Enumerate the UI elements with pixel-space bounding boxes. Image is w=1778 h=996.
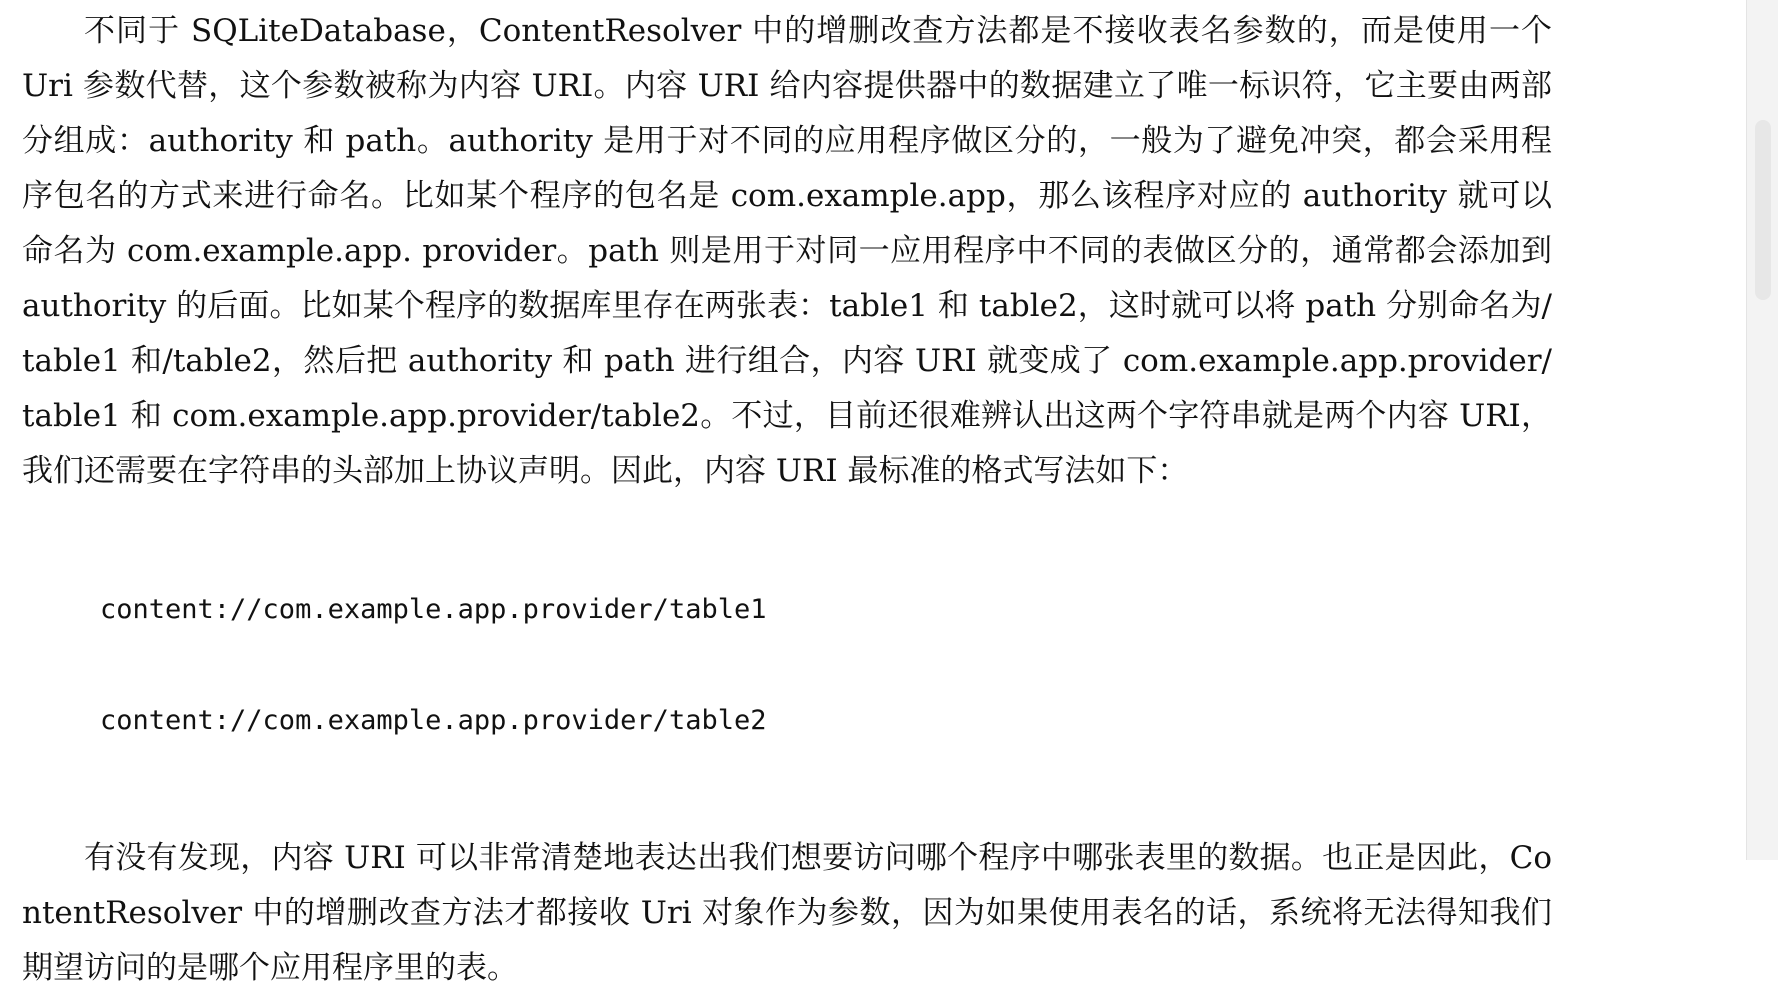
scrollbar-thumb[interactable] xyxy=(1755,120,1771,300)
vertical-scrollbar[interactable] xyxy=(1746,0,1778,860)
document-body xyxy=(22,4,1552,996)
paragraph-uri-benefit: 有没有发现，内容 URI 可以非常清楚地表达出我们想要访问哪个程序中哪张表里的数据。也正是因此，ContentResolver 中的增删改查方法才都接收 Uri 对象作为参数，因为如果使用表名的话，系统将无法得知我们期望访问的是哪个应用程序里的表。 xyxy=(22,840,1552,986)
code-line-table1: content://com.example.app.provider/table1 xyxy=(100,594,767,625)
paragraph-content-uri-intro: 不同于 SQLiteDatabase，ContentResolver 中的增删改查方法都是不接收表名参数的，而是使用一个 Uri 参数代替，这个参数被称为内容 URI。内容 URI 给内容提供器中的数据建立了唯一标识符，它主要由两部分组成：authority 和 path。authority 是用于对不同的应用程序做区分的，一般为了避免冲突，都会采用程序包名的方式来进行命名。比如某个程序的包名是 com.example.app，那么该程序对应的 authority 就可以命名为 com.example.app. provider。path 则是用于对同一应用程序中不同的表做区分的，通常都会添加到 authority 的后面。比如某个程序的数据库里存在两张表：table1 和 table2，这时就可以将 path 分别命名为/table1 和/table2，然后把 authority 和 path 进行组合，内容 URI 就变成了 com.example.app.provider/table1 和 com.example.app.provider/table2。不过，目前还很难辨认出这两个字符串就是两个内容 URI，我们还需要在字符串的头部加上协议声明。因此，内容 URI 最标准的格式写法如下： xyxy=(22,13,1552,489)
code-line-table2: content://com.example.app.provider/table2 xyxy=(100,705,767,736)
code-block-uri-examples xyxy=(100,517,1552,813)
